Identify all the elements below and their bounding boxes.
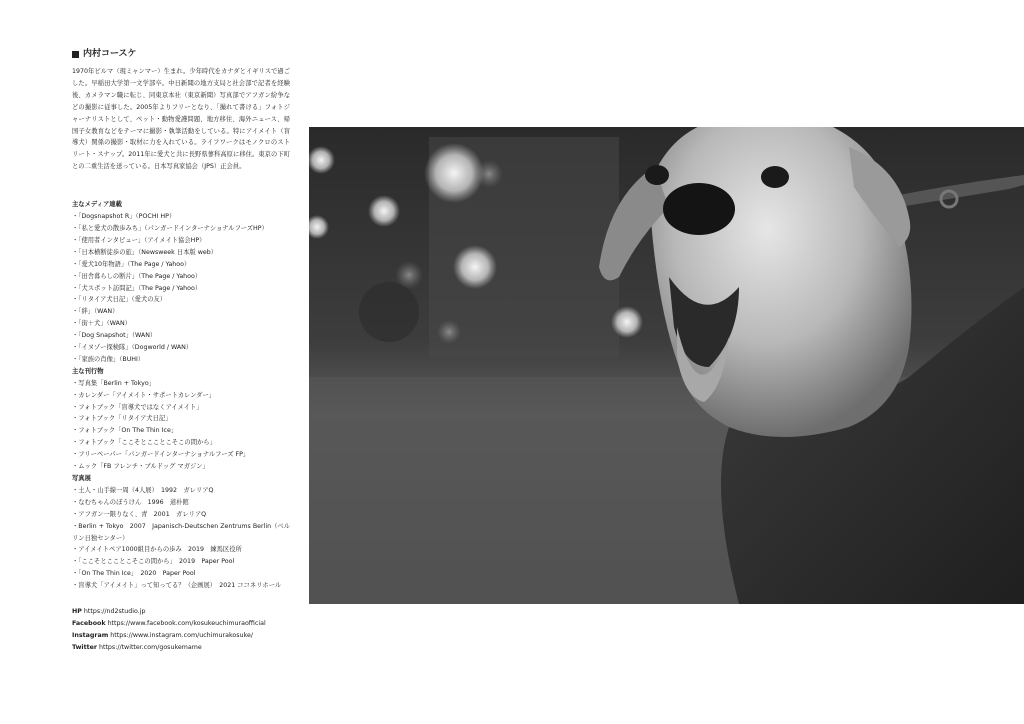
dog-right-eye — [761, 166, 789, 188]
media-section — [72, 199, 290, 366]
dog-photo — [309, 127, 1024, 604]
publications-list — [72, 378, 290, 473]
list-item: ・フリーペーパー「パンガードインターナショナルフーズ FP」 — [72, 451, 250, 459]
instagram-link[interactable]: https://www.instagram.com/uchimurakosuke/ — [110, 631, 253, 639]
list-item: ・「犬スポット訪問記」（The Page / Yahoo） — [72, 284, 202, 292]
list-item: ・「街＋犬」（WAN） — [72, 320, 131, 328]
list-item: ・フォトブック「盲導犬ではなくアイメイト」 — [72, 403, 203, 411]
list-item: ・なむちゃんのぼうけん 1996 道朴館 — [72, 498, 189, 506]
list-item: ・盲導犬「アイメイト」って知ってる？（企画展） 2021 ココネリホール — [72, 582, 282, 590]
list-item: ・土人・山手線一周（4人展） 1992 ガレリアQ — [72, 486, 214, 494]
twitter-label: Twitter — [72, 643, 97, 651]
list-item: ・「使用者インタビュー」（アイメイト協会HP） — [72, 236, 206, 244]
list-item: ・「ここそとこことこそこの間から」 2019 Paper Pool — [72, 558, 235, 566]
dog-nose — [663, 183, 735, 235]
bokeh-light — [368, 195, 400, 227]
list-item: ・「イヌゾー探検隊」（Dogworld / WAN） — [72, 344, 193, 352]
blurred-figure — [359, 282, 419, 342]
media-list — [72, 211, 290, 366]
media-title: 主なメディア連載 — [72, 201, 122, 209]
list-item: ・「愛犬10年物語」（The Page / Yahoo） — [72, 260, 191, 268]
instagram-link-row — [72, 630, 290, 642]
exhibitions-list — [72, 485, 290, 592]
facebook-link[interactable]: https://www.facebook.com/kosukeuchimuraofficial — [107, 619, 266, 627]
hp-link[interactable]: https://nd2studio.jp — [83, 608, 146, 616]
links-section — [72, 606, 290, 654]
twitter-link[interactable]: https://twitter.com/gosukemame — [99, 643, 202, 651]
list-item: ・アイメイトペア1000組目からの歩み 2019 練馬区役所 — [72, 546, 242, 554]
profile-column — [72, 48, 290, 654]
list-item: ・「家族の肖像」（BUHI） — [72, 355, 145, 363]
list-item: ・「Dogsnapshot R」（POCHI HP） — [72, 213, 176, 221]
exhibitions-title: 写真展 — [72, 475, 91, 482]
list-item: ・「絆」（WAN） — [72, 308, 119, 316]
list-item: ・「Dog Snapshot」（WAN） — [72, 332, 157, 340]
list-item: ・Berlin + Tokyo 2007 Japanisch-Deutschen Zentrums Berlin（ベルリン日独センター） — [72, 522, 291, 542]
list-item: ・写真集「Berlin + Tokyo」 — [72, 379, 155, 387]
list-item: ・アフガン一限りなく、青 2001 ガレリアQ — [72, 510, 207, 518]
list-item: ・フォトブック「ここそとこことこそこの間から」 — [72, 439, 216, 447]
list-item: ・「田舎暮らしの断片」（The Page / Yahoo） — [72, 272, 202, 280]
facebook-label: Facebook — [72, 619, 106, 627]
list-item: ・フォトブック「リタイア犬日記」 — [72, 415, 172, 423]
bokeh-light — [424, 143, 484, 203]
list-item: ・「私と愛犬の散歩みち」（パンガードインターナショナルフーズHP） — [72, 224, 268, 232]
list-item: ・カレンダー「アイメイト・サポートカレンダー」 — [72, 391, 216, 399]
bokeh-light — [475, 160, 503, 188]
list-item: ・フォトブック「On The Thin Ice」 — [72, 427, 178, 435]
profile-name: 内村コースケ — [83, 49, 137, 59]
publications-title: 主な刊行物 — [72, 367, 104, 375]
publications-section — [72, 366, 290, 473]
list-item: ・ムック「FB フレンチ・ブルドッグ マガジン」 — [72, 463, 209, 471]
square-bullet-icon — [72, 51, 79, 58]
dog-photo-svg — [309, 127, 1024, 604]
hp-label: HP — [72, 608, 82, 616]
instagram-label: Instagram — [72, 631, 109, 639]
facebook-link-row — [72, 618, 290, 630]
exhibitions-section — [72, 473, 290, 592]
bokeh-light — [611, 306, 643, 338]
profile-heading — [72, 48, 290, 60]
bokeh-light — [437, 320, 461, 344]
twitter-link-row — [72, 642, 290, 654]
list-item: ・「リタイア犬日記」（愛犬の友） — [72, 296, 167, 304]
list-item: ・「On The Thin Ice」 2020 Paper Pool — [72, 570, 196, 578]
profile-bio: 1970年ビルマ（現ミャンマー）生まれ。少年時代をカナダとイギリスで過ごした。早稲田大学第一文学部卒。中日新聞の地方支局と社会部で記者を経験後、カメラマン職に転じ、同東京本社（東京新聞）写真部でアフガン紛争などの撮影に従事した。2005年よりフリーとなり、「撮れて書ける」フォトジャーナリストとして、ペット・動物愛護問題、地方移住、海外ニュース、帰国子女教育などをテーマに撮影・執筆活動をしている。特にアイメイト（盲導犬）関係の撮影・取材に力を入れている。ライフワークはモノクロのストリート・スナップ。2011年に愛犬と共に長野県蓼科高原に移住。東京の下町との二重生活を送っている。日本写真家協会（JPS）正会員。 — [72, 68, 290, 171]
list-item: ・「日本横断徒歩の旅」（Newsweek 日本版 web） — [72, 248, 218, 256]
dog-left-eye — [645, 165, 669, 185]
bokeh-light — [453, 245, 497, 289]
hp-link-row — [72, 606, 290, 618]
